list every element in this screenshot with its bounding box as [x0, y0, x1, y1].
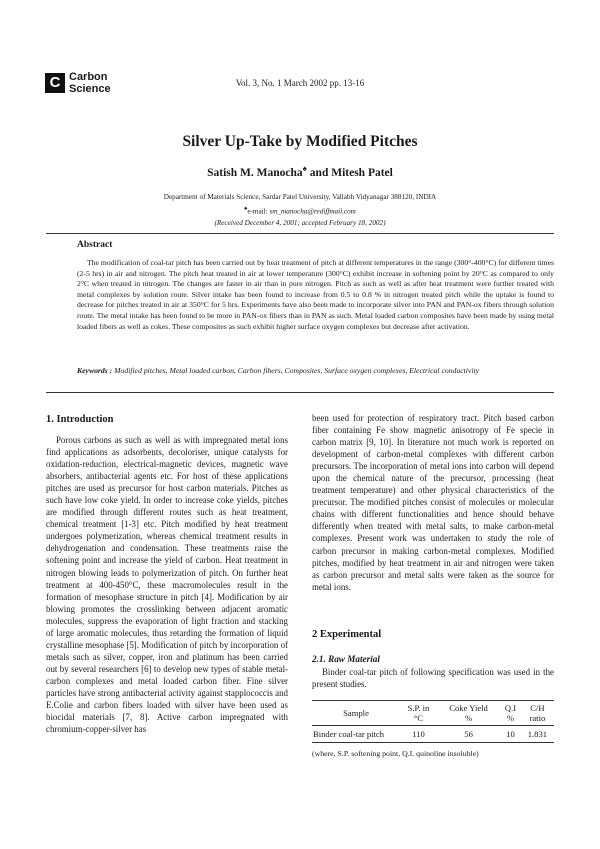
col-header-qi: Q.I %: [504, 703, 517, 723]
logo-mark: C: [45, 73, 65, 93]
specification-table: [312, 700, 554, 743]
affiliation-block: [0, 191, 600, 229]
table-note: (where, S.P. softening point, Q.I. quinoline insoluble): [312, 749, 479, 758]
section-heading-experimental: 2 Experimental: [312, 629, 382, 640]
keywords-list: Modified pitches, Metal loaded carbon, Carbon fibers, Composites, Surface oxygen complexes, Electrical conductivity: [114, 366, 480, 375]
intro-right-column: [312, 412, 554, 593]
intro-paragraph-1: Porous carbons as such as well as with impregnated metal ions find applications as adsorbents, decoloriser, unique catalysts for oxidation-reduction, electrical-magnetic devices, magnetic wave absorbers, antibacterial agents etc. For host of these applications pitches are used as precursor for host carbon materials. Pitches as such have low coke yield. In order to increase coke yields, pitches are modified through different routes such as heat treatment, chemical treatment [1-3] etc. Pitch modified by heat treatment undergoes polymerization, whereas chemical treatment results in dehydrogenation and condensation. These treatments raise the softening point and increase the yield of carbon. Heat treatment in nitrogen blowing leads to polymerization of pitch. On further heat treatment at 400-450°C, these macromolecules result in the formation of mesophase structure in pitch [4]. Modification by air blowing promotes the crosslinking between adjacent aromatic molecules, suppress the evaporation of light fraction and stacking of large aromatic molecules, thus retarding the formation of liquid crystalline mesophase [5]. Modification of pitch by incorporation of metals such as silver, copper, iron and platinum has been carried out by several researchers [6] to develop new types of stable metal-carbon complexes and metal loaded carbon fiber. Fine silver particles have strong antibacterial activity against stapplococcis and E.Colie and carbon fibers loaded with silver have been used as biocidal materials [7, 8]. Active carbon impregnated with chromium-copper-silver has: [46, 435, 288, 735]
logo-line-1: Carbon: [69, 71, 108, 83]
intro-left-column: [46, 434, 288, 735]
journal-info: Vol. 3, No. 1 March 2002 pp. 13-16: [235, 78, 365, 88]
abstract-body: The modification of coal-tar pitch has been carried out by heat treatment of pitch at different temperatures in the range (300°-400°C) for different times (2-5 hrs) in air and nitrogen. The pitch heat treated in air at lower temperature (300°C) exhibit increase in softening point by 20°C as compared to only 2°C when treated in nitrogen. The changes are faster in air than in pure nitrogen. Pitch as such as well as after heat treatment were further treated with metal complexes by solution route. Silver intake has been found to increase from 0.5 to 0.8 % in nitrogen treated pitch while the uptake is found to decrease for pitches treated in air at 350°C for 5 hrs. Experiments have also been made to incorporate silver into PAN and PAN-ox fibers through solution route. The metal intake has been found to be more in PAN-ox fibers than in PAN as such. Metal loaded carbon composites have been made by using metal loaded fibers as well as cokes. These composites as such exhibit higher surface oxygen complexes but decrease after activation.: [77, 258, 554, 331]
section-heading-introduction: 1. Introduction: [46, 414, 114, 425]
logo-line-2: Science: [69, 83, 111, 95]
email-line: [0, 203, 600, 217]
author-mark: ♠: [302, 164, 307, 173]
abstract-heading: Abstract: [77, 240, 113, 250]
abstract-top-rule: [46, 233, 554, 234]
col-header-sp: S.P. in °C: [407, 703, 430, 723]
table-header-row: [312, 701, 554, 726]
received-dates: (Received December 4, 2001; accepted February 18, 2002): [214, 219, 386, 228]
keywords: [77, 366, 554, 377]
col-header-sample: Sample: [343, 708, 369, 718]
email-address[interactable]: sm_manocha@rediffmail.com: [269, 207, 356, 216]
subsection-heading-raw-material: 2.1. Raw Material: [312, 654, 380, 664]
experimental-paragraph-1: Binder coal-tar pitch of following specification was used in the present studies.: [312, 667, 554, 690]
keywords-label: Keywords :: [77, 366, 115, 375]
cell-sample: Binder coal-tar pitch: [313, 729, 385, 739]
paper-title: Silver Up-Take by Modified Pitches: [182, 133, 418, 150]
cell-coke-yield: 56: [464, 729, 473, 739]
affiliation: Department of Materials Science, Sardar Patel University, Vallabh Vidyanagar 388120, INDIA: [163, 193, 437, 201]
abstract-bottom-rule: [46, 392, 554, 393]
cell-ch: 1.831: [527, 729, 548, 739]
cell-qi: 10: [506, 729, 515, 739]
experimental-text: [312, 666, 554, 690]
email-mark: ♠: [244, 206, 248, 212]
author-secondary: and Mitesh Patel: [306, 166, 393, 179]
col-header-ch: C/H ratio: [529, 703, 546, 723]
table-row: [312, 726, 554, 743]
email-label: e-mail:: [247, 207, 270, 216]
author-primary: Satish M. Manocha: [207, 166, 303, 179]
cell-sp: 110: [412, 729, 425, 739]
col-header-coke-yield: Coke Yield %: [449, 703, 488, 723]
intro-paragraph-2: been used for protection of respiratory tract. Pitch based carbon fiber containing Fe show magnetic anisotropy of Fe specie in carbon matrix [9, 10]. In literature not much work is reported on development of carbon-metal complexes with different carbon precursors. The incorporation of metal ions into carbon will depend upon the chemical nature of the precursor, processing (heat treatment temperature) and other physical characteristics of the precursor. The modified pitches consist of molecules or molecular chains with different functionalities and hence should behave differently when treated with metal salts, to make carbon-metal complexes. Present work was undertaken to study the role of carbon precursor in making carbon-metal complexes. Modified pitches, modified by heat treatment in air and nitrogen were taken as carbon precursor and metal salts were taken as the source for metal ions.: [312, 413, 554, 592]
paper-authors: [0, 164, 600, 179]
